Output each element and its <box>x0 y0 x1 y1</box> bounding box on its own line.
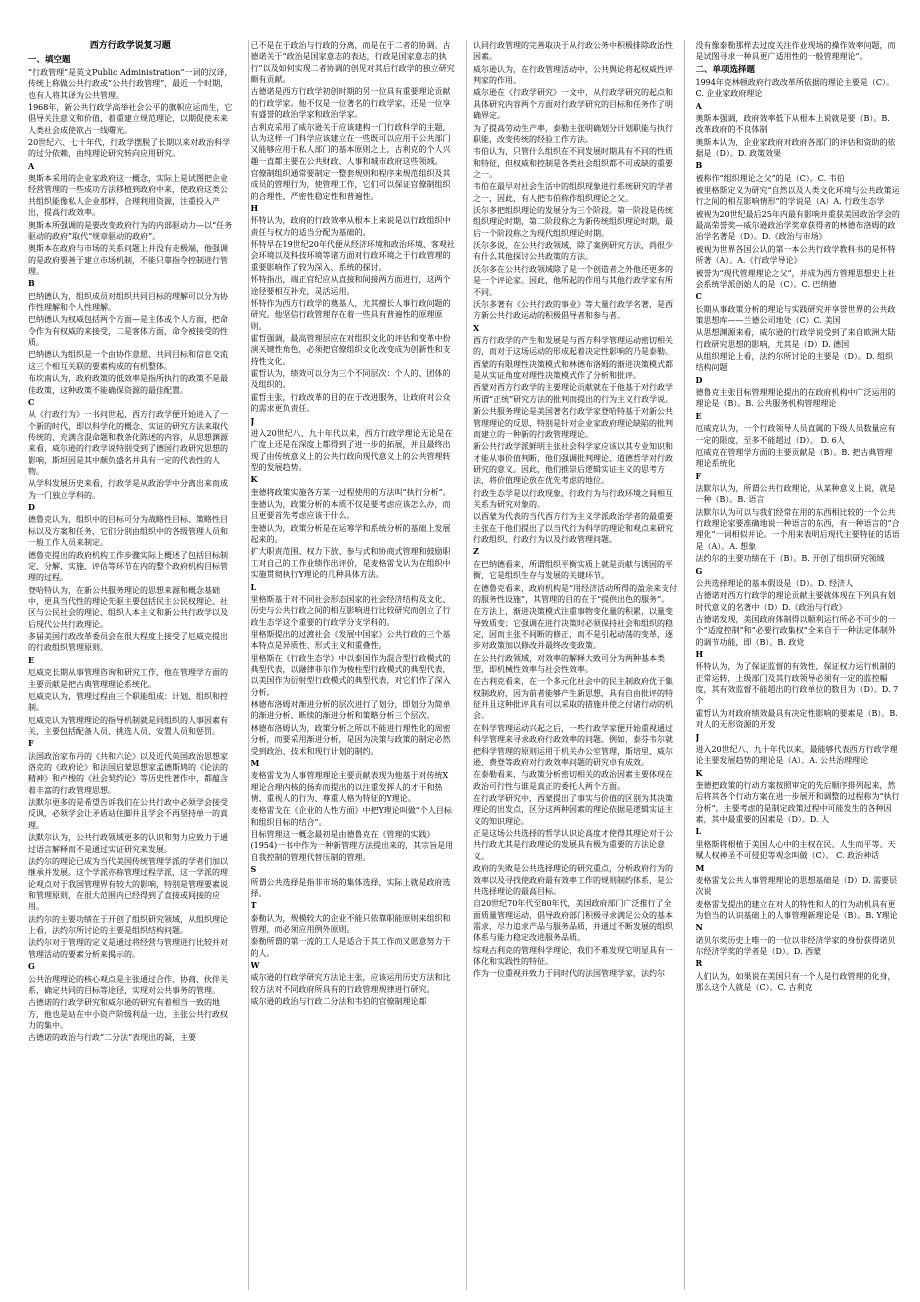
index-letter: Z <box>473 546 479 557</box>
question-paragraph: 法默尔认为可以与我们经常在用的东西相比较的一个公共行政理论家要准确地说一种语言的东西，有一种语言的“合理化”一词相似并论。一个用来表明后现代主要特征的话语是（A）。A. 想象 <box>695 507 900 551</box>
question-paragraph: 官僚制组织通常要制定一整套规则和程序来规范组织及其成员的管理行为，使管理工作，它们可以保证官僚制组织的合理性、严密性稳定性和普遍性。 <box>250 168 451 201</box>
question-paragraph: 沃尔多把组织理论的发展分为三个阶段。第一阶段是传统组织理论时期，第二阶段称之为新传统组织理论时期，最后一个阶段称之为现代组织理论时期。 <box>473 206 673 238</box>
section-heading: 二、单项选择题 <box>695 64 756 75</box>
question-paragraph: 怀特认为，政府的行政效率从根本上来说是以行政组织中责任与权力的适当分配为基础的。 <box>250 216 451 237</box>
question-paragraph: 古德诺的政治与行政“二分法”表现出的凝，主要 <box>28 1033 197 1043</box>
question-paragraph: 自20世纪70年代至80年代，美国政府部门广泛推行了全面质量管理运动，倡导政府部门积极寻求满足公众的基本需求，尽力追求产品与服务品质，并通过不断发展的组织体系与能力稳定改进服务品质。 <box>473 899 673 943</box>
question-paragraph: 法约尔对于管理的定义是通过将经营与管理进行比较并对管理活动的要素分析来揭示的。 <box>28 938 228 959</box>
question-paragraph: 在科学管理运动兴起之后，一些行政学家便开始重视通过科学管理来寻求政府行政效率的问题。例如，泰芬韦尔就把科学管理的原则运用于机关办公室管理，斯培里、威尔逊、费登等政府对行政效率问题的研究卓有成效。 <box>473 723 673 767</box>
question-paragraph: 奥斯本强调，政府效率低下从根本上说就是要（B）。B. 改革政府的不良体制 <box>695 113 890 135</box>
question-paragraph: 厄威克长期从事管理咨询和研究工作，他在管理学方面的主要贡献是把古典管理理论系统化。 <box>28 668 228 689</box>
question-paragraph: 德鲁克主张目标管理理论提出的在政府机构中广泛运用的理论是（B）。B. 公共服务机构管理理论 <box>695 388 896 409</box>
index-letter: G <box>28 961 35 972</box>
index-letter: N <box>695 922 703 933</box>
question-paragraph: 从思想渊源来看，威尔逊的行政学说受到了来自欧洲大陆行政研究思想的影响，尤其是（D）D. 德国 <box>695 328 896 349</box>
question-paragraph: 奎德把政策的行动方案按照审定的先后顺序排列起来，然后将其各个行动方案在进一步展开和调整的过程称为“执行分析”，主要考虑的是制定政策过程中可能发生的各种因素，其中最重要的因素是（D）。D. 人 <box>695 780 900 825</box>
question-paragraph: 古德诺的行政学研究和威尔逊的研究有着相当一致的地方，他也是站在中小资产阶级利益一边，主张公共行政权力的集中。 <box>28 998 228 1030</box>
question-paragraph: 被视为世界各国公认的第一本公共行政学教科书的是怀特所著（A）。A.《行政学导论》 <box>695 244 896 266</box>
text-column-4 <box>696 40 901 1290</box>
index-letter: B <box>695 160 703 171</box>
question-paragraph: 在德鲁克看来，政府机构是“用经济活动所得的盈余来支付的服务性设施”，其管理的目的在于“提供出色的服务”。 <box>473 583 678 604</box>
question-paragraph: 怀特作为西方行政学的奠基人，尤其擅长人事行政问题的研究。他坚信行政管理存在着一些具有普遍性的原理原则。 <box>250 298 451 331</box>
question-paragraph: 巴纳德认为权威包括两个方面—是主体或个人方面，把命令作为有权威的来接受，二是客体方面，命令被接受的性质。 <box>28 315 228 348</box>
question-paragraph: 法约尔的主要功绩在于（B）。B. 开创了组织研究领域 <box>695 554 885 564</box>
question-paragraph: 在行政学研究中，西蒙提出了事实与价值的区别为其决策理论的出发点，区分这两种因素的理论依据是逻辑实证主义的知识理论。 <box>473 794 673 826</box>
index-letter: J <box>250 415 255 426</box>
question-paragraph: 新公共行政学派鲜明主张社会科学家应该以其专业知识和才能从事价值判断，他们强调批判理论、道德哲学对行政研究的意义。因此，他们推崇后逻辑实证主义的思考方法，将价值理论放在优先考虑的地位。 <box>473 442 673 486</box>
question-paragraph: 泰勒认为，规模较大的企业不能只依靠职能原则来组织和管理，而必须应用例外原则。 <box>250 913 451 934</box>
index-letter: K <box>250 474 258 485</box>
question-paragraph: 在巴纳德看来，所谓组织平衡实质上就是贡献与诱因的平衡，它是组织生存与发展的关键环节。 <box>473 559 673 581</box>
question-paragraph: 里格斯基于对不同社会形态国家的社会经济结构及文化、历史与公共行政之间的相互影响进行比较研究而创立了行政生态学这个重要的行政学分支学科的。 <box>250 594 451 627</box>
document-page <box>28 40 900 1290</box>
question-paragraph: 古利克采用了威尔逊关于应该建构一门行政科学的主题，认为这样一门科学应该建立在一些既可以应用于公共部门又能够应用于私人部门的基本原则之上，古利克的个人兴趣一直都主要在公共财政、人事和城市政府这些领域。 <box>250 122 451 166</box>
question-paragraph: 里格斯将根植于美国人心中的主权在民、人生而平等、天赋人权神圣不可侵犯等观念叫做（C）。 C. 政治神话 <box>695 839 896 861</box>
question-paragraph: 韦伯在最早对社会生活中的组织现象进行系统研究的学者之一，因此，有人把韦伯称作组织理论之父。 <box>473 182 673 203</box>
question-paragraph: 里格斯在《行政生态学》中以泰国作为混合型行政模式的典型代表，以融律菲尔作为棱柱型行政模式的典型代表，以美国作为衍射型行政模式的典型代表，对它们作了深入分析。 <box>250 653 451 697</box>
question-paragraph: 在泰勒看来，与政策分析密切相关的政治因素主要体现在政治可行性与谁是真正的委托人两个方面。 <box>473 770 673 791</box>
question-paragraph: 古德诺发现，美国政府体制得以顺利运行所必不可少的一个“适度控制”和“必要行政集权”全来自于一种法定体制外的调节功能，即（B）。B. 政党 <box>695 614 896 647</box>
question-paragraph: 公共治理理论的核心观点是主张通过合作、协商、伙伴关系，确定共同的目标等途径，实现对公共事务的管理。 <box>28 974 228 995</box>
question-paragraph: 政府的失败是公共选择理论的研究重点，分析政府行为的效率以及寻找使政府最有效率工作的规则制约体系，是公共选择理论的最高目标。 <box>473 864 673 896</box>
question-paragraph: 法国政治家布丹的《共和六论》以及近代英国政治思想家洛克的《政府论》和法国启蒙思想家孟德斯鸠的《论法的精神》和卢梭的《社会契约论》等历史性著作中，都蕴含着丰富的行政管理思想。 <box>28 751 228 795</box>
question-paragraph: 威尔逊在《行政学研究》一文中，从行政学研究的起点和具体研究内容两个方面对行政学研究的目标和任务作了明确界定。 <box>473 88 673 121</box>
question-paragraph: 从组织理论上看，法约尔所讨论的主要是（D）。D. 组织结构问题 <box>695 352 894 373</box>
question-paragraph: 威尔逊的行政学研究方法论主张，应该运用历史方法和比较方法对不同政府所具有的行政管理规律进行研究。 <box>250 973 451 994</box>
question-paragraph: 目标管理这一概念最初是由德鲁克在《管理的实践》(1954)一书中作为一种新管理方法提出来的，其宗旨是用自我控制的管理代替压制的管理。 <box>250 830 454 862</box>
index-letter: K <box>695 767 703 778</box>
question-paragraph: 为了提高劳动生产率，泰勒主张明确划分计划职能与执行职能，改变传统的经验工作方法。 <box>473 123 673 144</box>
question-paragraph: 古德诺对西方行政学的理论贡献主要就体现在下列具有划时代意义的名著中（D）D.《政治与行政》 <box>695 591 896 612</box>
index-letter: L <box>250 581 257 592</box>
index-letter: D <box>28 502 35 513</box>
question-paragraph: 1968年，新公共行政学高举社会公平的旗帜应运而生，它倡导关注意义和价值，着重建立规范理论，以期促使未来人类社会成使欲占一线曙光。 <box>28 102 233 135</box>
question-paragraph: 在公共行政领域，对效率的解释大致可分为两种基本类型，即机械性效率与社会性效率。 <box>473 653 665 675</box>
question-paragraph: 进入20世纪八、九十年代以来，西方行政学理论无论是在广度上还是在深度上都得到了进一步的拓展，并且最终出现了由传统意义上的公共行政向现代意义上的公共管理转型的发展趋势。 <box>250 428 453 472</box>
index-letter: M <box>695 862 705 873</box>
question-paragraph: 怀特认为，为了保证监督的有效性，保证权力运行机制的正常运转，上级部门及其行政领导必须有一定的监控幅度，其有效监督不能超出的行政单位的数目为（D）。D. 7个 <box>695 662 899 706</box>
question-paragraph: 威尔逊认为，在行政管理活动中，公共舆论将起权威性评判家的作用。 <box>473 64 673 86</box>
question-paragraph: 古德诺是西方行政学初创时期的另一位具有重要理论贡献的行政学家。他不仅是一位著名的行政学家，还是一位享有盛誉的政治学家和政治学家。 <box>250 87 451 120</box>
question-paragraph: 巴纳德认为组织是一个由协作意愿、共同目标和信息交流这三个相互关联的要素构成的有机整体。 <box>28 350 228 371</box>
index-letter: R <box>695 958 703 969</box>
index-letter: F <box>695 470 702 481</box>
question-paragraph: 法约尔的主要功绩在于开创了组织研究领域，从组织理论上看，法约尔所讨论的主要是组织结构问题。 <box>28 914 228 936</box>
index-letter: T <box>250 900 257 911</box>
question-paragraph: 登哈特认为，在新公共服务理论的思想来源和概念基础中，更具当代性的理论先驱主要包括民主公民权理论、社区与公民社会的理论、组织人本主义和新公共行政学以及后现代公共行政理论。 <box>28 585 228 629</box>
index-letter: J <box>695 731 700 742</box>
question-paragraph: 巴纳德认为，组织成员对组织共同目标的理解可以分为协作性理解和个人性理解。 <box>28 291 228 313</box>
question-paragraph: 法默尔更多的是希望告诉我们在公共行政中必须学会接受反讽，必须学会让矛盾站住脚并且学会不再坚持单一的真理。 <box>28 798 228 830</box>
question-paragraph: 奥斯本认为，企业家政府对政府各部门的评估和资助的依据是（D）。D. 政策效果 <box>695 137 896 158</box>
question-paragraph: 长期从事政策分析的理论与实践研究并享誉世界的公共政策思想库——兰德公司地处（C）C. 美国 <box>695 304 896 325</box>
question-paragraph: 奥斯本在政府与市场的关系问题上并没有走极端，他强调的是政府要善于建立市场机制，不能只靠指令控制进行管理。 <box>28 244 228 276</box>
question-paragraph: 20世纪六、七十年代，行政学摆脱了长期以来对政治科学的过分依赖，由纯理论研究转向应用研究。 <box>28 137 231 159</box>
question-paragraph: 麦格雷戈提出的建立在对人的特性和人的行为动机具有更为恰当的认识基础上的人事管理新理论是（B）。B. Y理论 <box>695 899 898 920</box>
question-paragraph: 布坎南认为，政府政策的低效率是指所执行的政策不是最佳政策，这种政策不能确保资源的最佳配置。 <box>28 374 228 395</box>
question-paragraph: 西方行政学的产生和发展是与西方科学管理运动密切相关的，而对于这场运动的形成起着决定性影响的乃是泰勒。 <box>473 335 673 357</box>
question-paragraph: 奎德将政策实施各方某一过程使用的方法叫“执行分析”。 <box>250 487 451 497</box>
index-letter: S <box>250 864 257 875</box>
index-letter: F <box>28 738 34 749</box>
question-paragraph: 法约尔的理论已成为当代美国传统管理学派的学者们加以继承并发展。这个学派亦称管理过程学派，这一学派的理论观点对于我国管理界有较大的影响，特别是管理要素说和管理原则，在很大范围内已经得到了直接或间接的应用。 <box>28 856 228 912</box>
question-paragraph: 以西蒙为代表的当代西方行为主义学派政治学者的最重要主张在于他们提出了以当代行为科学的理论和观点来研究行政组织、行政行为以及行政管理问题。 <box>473 512 673 545</box>
question-paragraph: 已不是在于政治与行政的分离，而是在于二者的协调。古德诺关于“政治是国家意志的表达，行政是国家意志的执行”以及如何实现二者协调的创见对其后行政学的独立研究颇有贡献。 <box>250 41 455 85</box>
question-paragraph: 威尔逊的政治与行政二分法和韦伯的官僚制理论都 <box>250 997 427 1007</box>
question-paragraph: 被称作“组织理论之父”的是（C）。C. 韦伯 <box>695 173 845 183</box>
question-paragraph: 德鲁克认为，组织中的目标可分为战略性目标、策略性目标以及方案和任务，它们分别由组织中的各级管理人员和一般工作人员来制定。 <box>28 515 228 548</box>
text-column-2 <box>251 40 456 1290</box>
question-paragraph: 怀特指出，端正官纪应从直接和间接两方面进行，这两个途径要相互补充，灵活运用。 <box>250 275 451 296</box>
question-paragraph: 新公共服务理论是美国著名行政学家登哈特基于对新公共管理理论的反思，特别是针对企业家政府理论缺陷的批判而建立的一种新的行政管理理论。 <box>473 407 673 439</box>
question-paragraph: 霍哲认为对政府绩效最具有决定性影响的要素是（B）。B. 对人的无形资源的开发 <box>695 708 898 730</box>
question-paragraph: 没有像泰勒那样去过度关注作业现场的操作效率问题，而是试图寻求一种具更广适用性的一般管理理论”。 <box>695 41 896 62</box>
question-paragraph: 怀特早在19世纪20年代便从经济环境和政治环境、客观社会环境以及科技环境等诸方面对行政环境之于行政管理的重要影响作了较为深入、系统的探讨。 <box>250 240 455 272</box>
question-paragraph: 泰勒所谓的第一流的工人是适合于其工作而又愿意努力干的人。 <box>250 937 451 958</box>
text-column-1 <box>28 40 233 1290</box>
index-letter: G <box>695 565 703 576</box>
question-paragraph: 厄威克在管理学方面的主要贡献是（B）。B. 把古典管理理论系统化 <box>695 447 893 469</box>
question-paragraph: 扩大职责范围、权力下放、参与式和协商式管理和鼓励职工对自己的工作业绩作出评价，是麦格雷戈认为在组织中实施贯彻执行Y理论的几种具体方法。 <box>250 547 451 580</box>
question-paragraph: 作为一位重视并致力于同时代的法国管理学家，法约尔 <box>473 969 665 979</box>
text-column-3 <box>473 40 678 1290</box>
index-letter: A <box>28 160 35 171</box>
index-letter: E <box>695 410 702 421</box>
question-paragraph: 从《行政行为》一书问世起，西方行政学便开始进入了一个新的时代，即以科学化的概念、实证的研究方法来取代传统的、充满含混命题和教条化陈述的内容，从思想渊源来看，威尔逊的行政学说特别受到了德国行政研究思想的影响，斯坦因是其中颇负盛名并具有一定的代表性的人物。 <box>28 410 228 477</box>
index-letter: E <box>28 654 35 665</box>
question-paragraph: 诺贝尔奖历史上唯一的一位以非经济学家的身份获得诺贝尔经济学奖的学者是（D）。D. 西蒙 <box>695 935 896 957</box>
question-paragraph: 综观古利克的管理科学理论，我们不难发现它明显具有一体化和实践性的特征。 <box>473 945 673 967</box>
section-heading: 一、填空题 <box>28 54 71 65</box>
index-letter: H <box>250 203 259 214</box>
question-paragraph: 在古利克看来，在一个多元化社会中的民主制政府优于集权制政府，因为前者能够产生新思想，具有自由批评的特征并且这种批评具有可以采取的措施并使之付诸行动的机会。 <box>473 677 673 721</box>
question-paragraph: “行政管理”是英文Public Administration”一词的汉译，传统上称做公共行政或“公共行政管理”，最近一个时期，也有人将其译为公共管理。 <box>28 67 233 100</box>
question-paragraph: 从学科发展历史来看，行政学是从政治学中分离出来而成为一门独立学科的。 <box>28 479 228 500</box>
question-paragraph: 沃尔多在公共行政领域除了是一个创造者之外他还更多的是一个评论家。因此，他所起的作用与其他行政学家有所不同。 <box>473 264 673 297</box>
index-letter: D <box>695 374 703 385</box>
index-letter: X <box>473 322 480 333</box>
question-paragraph: 正是这场公共选择的哲学认识论高度才使得其理论对于公共行政尤其是行政理论的发展具有极为重要的方法论意义。 <box>473 829 673 861</box>
index-letter: C <box>28 396 35 407</box>
question-paragraph: 被里格斯定义为研究“自然以及人类文化环境与公共政策运行之间的相互影响情形”的学说是（A）A. 行政生态学 <box>695 186 900 207</box>
index-letter: B <box>28 278 35 289</box>
index-letter: L <box>695 826 702 837</box>
question-paragraph: 霍哲认为，绩效可以分为三个不同层次：个人的、团体的及组织的。 <box>250 369 451 390</box>
index-letter: H <box>695 649 704 660</box>
question-paragraph: 奎德认为，政策分析的本质不仅是要考虑应该怎么办，而且更要首先考虑应该干什么。 <box>250 500 451 521</box>
question-paragraph: 沃尔多著有《公共行政的事业》等大量行政学名著，是西方新公共行政运动的积极倡导者和参与者。 <box>473 299 673 321</box>
question-paragraph: 沃尔多说，在公共行政领域，除了案例研究方法，尚很少有什么其他探讨公共政策的方法。 <box>473 241 673 262</box>
question-paragraph: 被誉为“现代管理理论之父”，并成为西方管理思想史上社会系统学派创始人的是（C）。C. 巴纳德 <box>695 268 896 289</box>
question-paragraph: 奎德认为，政策分析是在运筹学和系统分析的基础上发展起来的。 <box>250 523 451 545</box>
question-paragraph: 人们认为，如果说在美国只有一个人是行政管理的化身，那么这个人就是（C）。C. 古利克 <box>695 971 896 993</box>
question-paragraph: 所谓公共选择是指非市场的集体选择，实际上就是政府选择。 <box>250 877 451 898</box>
question-paragraph: 厄威克认为，一个行政领导人员直属的下级人员数量应有一定的限度，至多不能超过（D）。 D. 6人 <box>695 424 896 445</box>
question-paragraph: 在方法上，渐进决策模式注重事物变化量的积累，以量变导致质变；它强调在进行决策时必须保持社会和组织的稳定，因而主张不间断的修正，而不是引起动荡的变革，逐步对政策加以修改并最终改变政策。 <box>473 607 673 651</box>
index-letter: W <box>250 960 260 971</box>
question-paragraph: 霍哲强调，最高管理层应在对组织文化的评估和变革中扮演关键性角色，必须把官僚组织文化改变成为创新性和支持性文化。 <box>250 333 451 366</box>
document-title: 西方行政学说复习题 <box>89 41 171 51</box>
index-letter: A <box>695 100 702 111</box>
question-paragraph: 里格斯提出的过渡社会《发展中国家》公共行政的三个基本特点是异质性、形式主义和重叠性。 <box>250 629 451 651</box>
question-paragraph: 奥斯本采用的企业家政府这一概念，实际上是试图把企业经营管理的一些成功方法移植到政府中来，使政府这类公共组织能像私人企业那样，合理利用资源，注重投入产出，提高行政效率。 <box>28 174 228 218</box>
question-paragraph: 德鲁克提出的政府机构工作步骤实际上概述了包括目标制定、分解、实施、评估等环节在内的整个政府机构目标管理的过程。 <box>28 550 228 583</box>
question-paragraph: 被视为20世纪最后25年内最有影响并重获美国政治学会的最高荣誉奖—威尔逊政治学奖章获得者的林德布洛姆的政治学名著是（D）。D.《政治与市场》 <box>695 209 900 242</box>
index-letter: M <box>250 757 260 768</box>
question-paragraph: 麦格雷戈为人事管理理论主要贡献表现为他基于对传统X理论合理内核的扬弃而提出的以注重发挥人的才干和热情、重视人的行为、尊重人格为特征的Y理论。 <box>250 771 449 803</box>
question-paragraph: 厄威克认为管理理论的指导机制就是同组织的人事因素有关，主要包括配备人员、挑选人员、安置人员和惩罚。 <box>28 715 228 736</box>
question-paragraph: 行政生态学是以行政现象、行政行为与行政环境之间相互关系为研究对象的。 <box>473 488 673 510</box>
question-paragraph: 厄威克认为，管理过程由三个职能组成：计划、组织和控制。 <box>28 691 228 713</box>
question-paragraph: 法默尔认为，公共行政领域更多的认识和努力应致力于通过语言解释而不是通过实证研究来发展。 <box>28 833 228 854</box>
question-paragraph: 公共选择理论的基本假设是（D）。D. 经济人 <box>695 578 854 588</box>
question-paragraph: 林德布洛姆对渐进分析的层次进行了划分，即划分为简单的渐进分析、断续的渐进分析和策略分析三个层次。 <box>250 700 451 721</box>
question-paragraph: 麦格雷戈公共人事管理理论的思想基础是（D）D. 需要层次说 <box>695 875 898 897</box>
index-letter: C <box>695 291 702 302</box>
question-paragraph: 霍哲主张，行政改革的目的在于改进服务，让政府对公众的需求更负责任。 <box>250 392 451 414</box>
question-paragraph: 西蒙的有限理性决策模式和林德布洛姆的渐进决策模式都是从实证角度对理性决策模式作了分析和批评。 <box>473 359 673 381</box>
question-paragraph: 韦伯认为，只管什么组织在不同发展时期具有不同的性质和特征，但权威和控制是各类社会组织都不可或缺的重要之一。 <box>473 147 673 179</box>
question-paragraph: 奥斯本所强调的是要改变政府行为的内部驱动力---以“任务驱动的政府”取代“规章驱动的政府”。 <box>28 220 233 241</box>
question-paragraph: 林德布洛姆认为，政策分析之所以不能进行理性化的周密分析，而要采用渐进分析，是因为决策与政策的制定必然受到政治、技术和现行计划的制约。 <box>250 723 451 756</box>
question-paragraph: 认同行政管理的完善取决于从行政公务中积极排除政治性因素。 <box>473 41 673 62</box>
question-paragraph: 1994年克林顿政府行政改革所依据的理论主要是（C）。 C. 企业家政府理论 <box>695 77 894 99</box>
question-paragraph: 进入20世纪八、九十年代以来，最能够代表西方行政学理论主要发展趋势的理论是（A）。A. 公共治理理论 <box>695 744 898 766</box>
question-paragraph: 法默尔认为，所谓公共行政理论，从某种意义上说，就是一种（B）。B. 语言 <box>695 484 896 505</box>
question-paragraph: 麦格雷戈在《企业的人性方面》中把Y理论叫做“个人目标和组织目标的结合”。 <box>250 806 452 827</box>
question-paragraph: 多届美国行政改革委员会在很大程度上接受了厄威克提出的行政组织管理原则。 <box>28 632 228 653</box>
question-paragraph: 西蒙对西方行政学的主要理论贡献就在于他基于对行政学所谓“正统”研究方法的批判而提出的行为主义行政学说。 <box>473 383 674 404</box>
